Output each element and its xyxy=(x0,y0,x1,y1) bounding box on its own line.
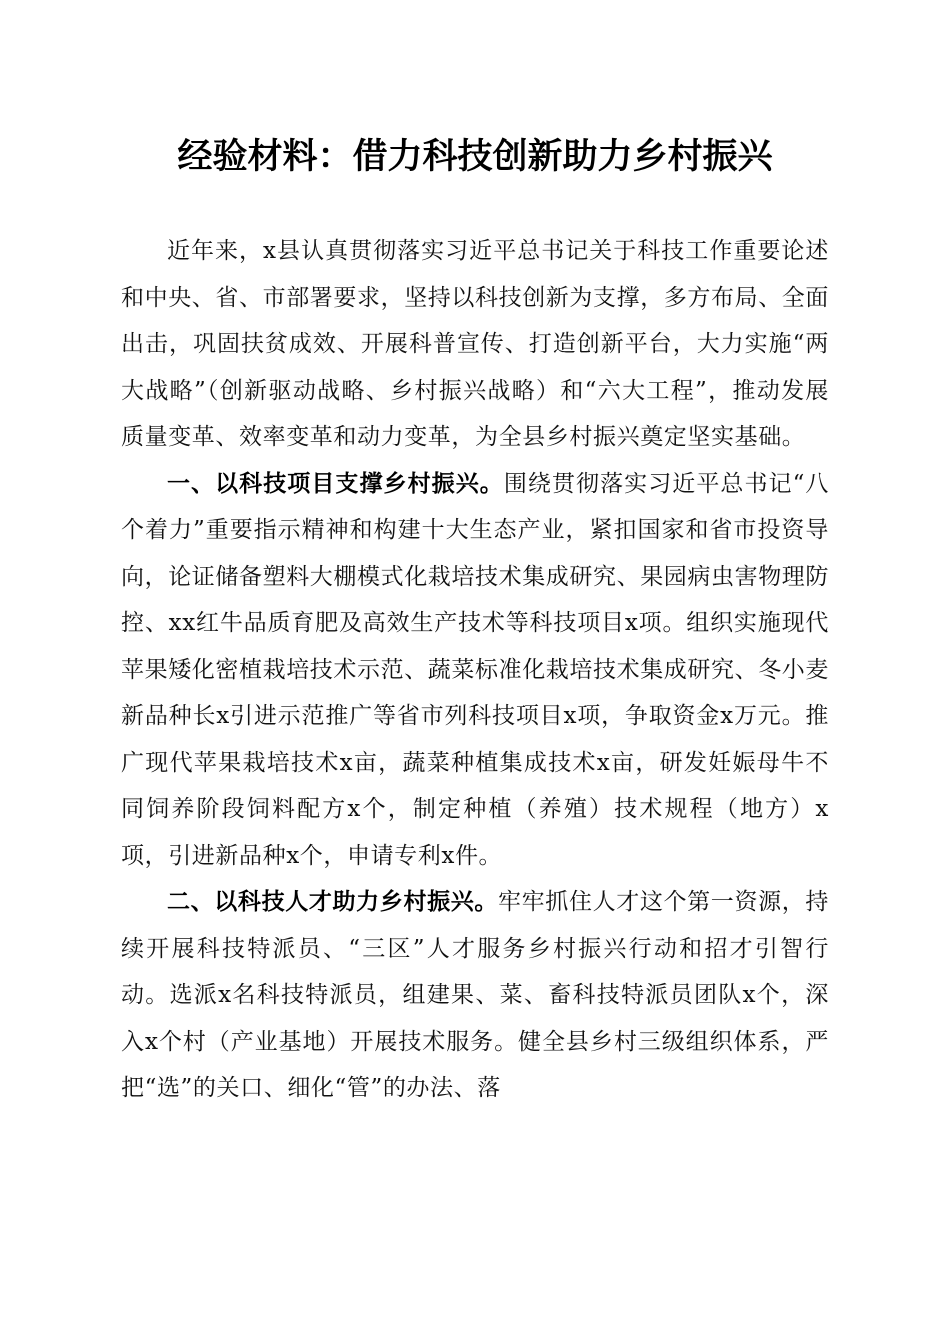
paragraph-text: 近年来，x县认真贯彻落实习近平总书记关于科技工作重要论述和中央、省、市部署要求，坚持以科技创新为支撑，多方布局、全面出击，巩固扶贫成效、开展科普宣传、打造创新平台，大力实施“两大战略”（创新驱动战略、乡村振兴战略）和“六大工程”，推动发展质量变革、效率变革和动力变革，为全县乡村振兴奠定坚实基础。 xyxy=(121,238,829,450)
section-2-heading: 二、以科技人才助力乡村振兴。 xyxy=(167,888,499,915)
paragraph-text: 牢牢抓住人才这个第一资源，持续开展科技特派员、“三区”人才服务乡村振兴行动和招才引智行动。选派x名科技特派员，组建果、菜、畜科技特派员团队x个，深入x个村（产业基地）开展技术服务。健全县乡村三级组织体系，严把“选”的关口、细化“管”的办法、落 xyxy=(121,889,829,1101)
section-1-heading: 一、以科技项目支撑乡村振兴。 xyxy=(167,469,504,497)
section-2-paragraph xyxy=(121,879,829,1112)
section-1-paragraph xyxy=(121,461,829,880)
intro-paragraph xyxy=(121,228,829,461)
document-body xyxy=(121,228,829,1112)
paragraph-text: 围绕贯彻落实习近平总书记“八个着力”重要指示精神和构建十大生态产业，紧扣国家和省市投资导向，论证储备塑料大棚模式化栽培技术集成研究、果园病虫害物理防控、xx红牛品质育肥及高效生产技术等科技项目x项。组织实施现代苹果矮化密植栽培技术示范、蔬菜标准化栽培技术集成研究、冬小麦新品种长x引进示范推广等省市列科技项目x项，争取资金x万元。推广现代苹果栽培技术x亩，蔬菜种植集成技术x亩，研发妊娠母牛不同饲养阶段饲料配方x个，制定种植（养殖）技术规程（地方）x项，引进新品种x个，申请专利x件。 xyxy=(121,470,829,869)
document-title: 经验材料：借力科技创新助力乡村振兴 xyxy=(177,136,773,177)
